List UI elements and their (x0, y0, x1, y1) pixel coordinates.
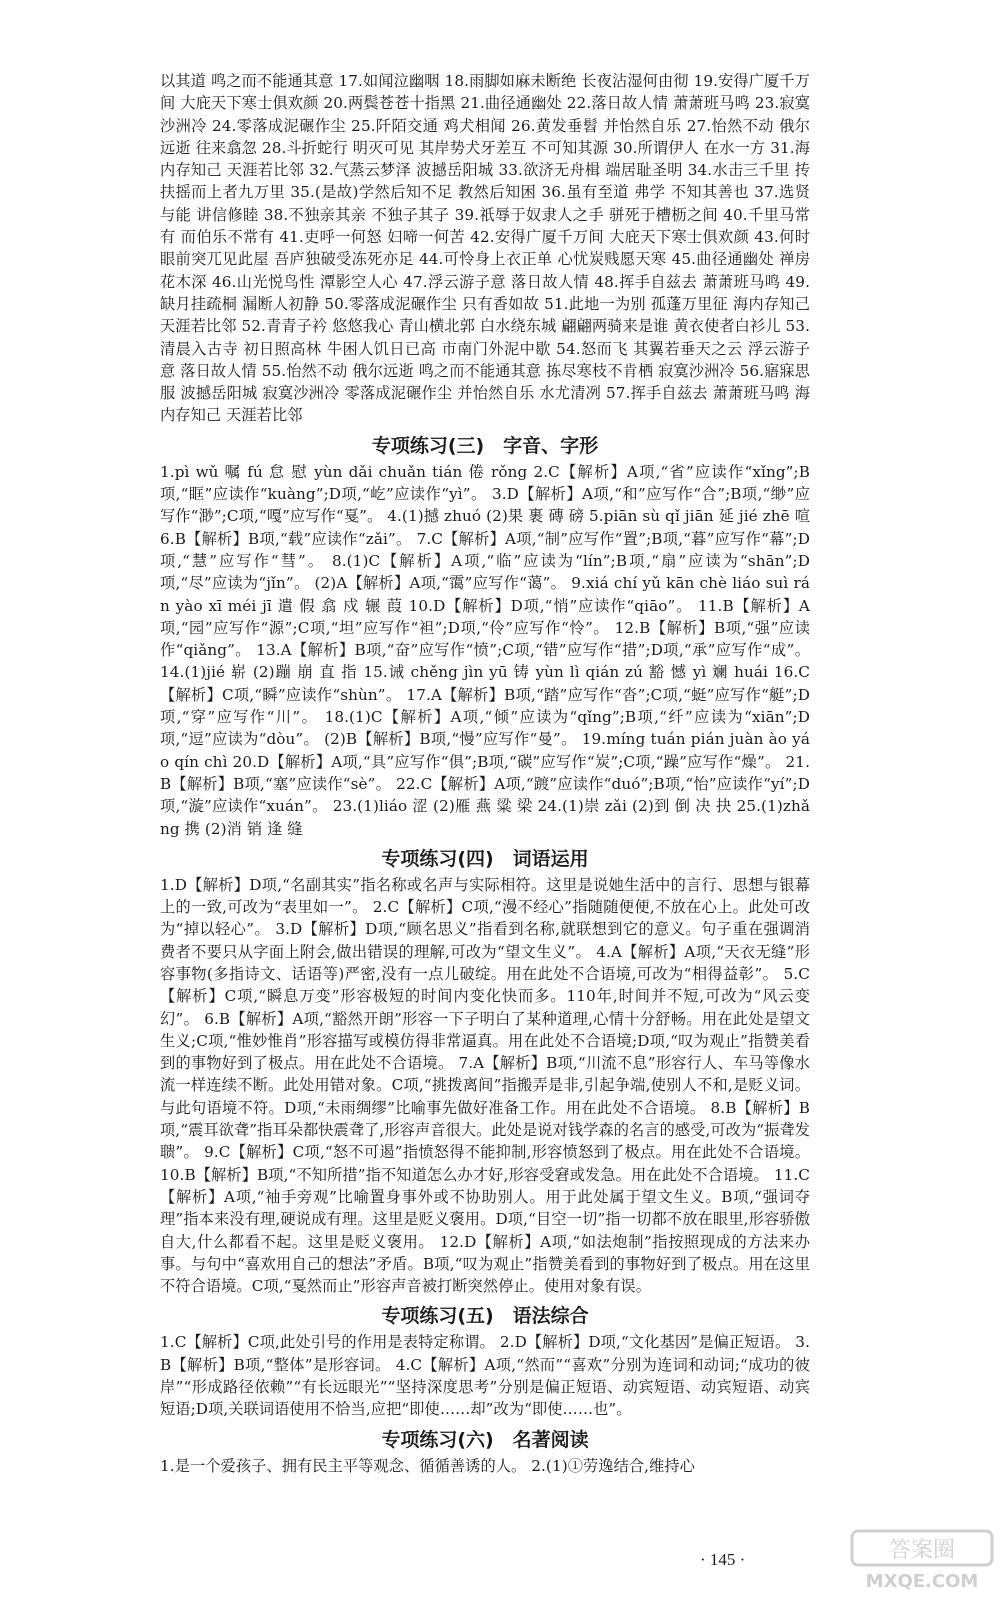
svg-text:答案圈: 答案圈 (888, 1538, 956, 1563)
watermark-logo (848, 1525, 998, 1595)
section-heading-5: 专项练习(五) 语法综合 (381, 1305, 589, 1328)
page-number: · 145 · (700, 1550, 746, 1569)
section-heading-4: 专项练习(四) 词语运用 (381, 847, 589, 870)
recitation-answers-block: 以其道 鸣之而不能通其意 17.如闻泣幽咽 18.雨脚如麻未断绝 长夜沾湿何由彻 19.安得广厦千万间 大庇天下寒士俱欢颜 20.两鬓苍苍十指黑 21.曲径通幽处 22.落日故人情 萧萧班马鸣 23.寂寞沙洲冷 24.零落成泥碾作尘 25.阡陌交通 鸡犬相闻 26.黄发垂髫 并怡然自乐 27.怡然不动 俄尔远逝 往来翕忽 28.斗折蛇行 明灭可见 其岸势犬牙差互 不可知其源 30.所谓伊人 在水一方 31.海内存知己 天涯若比邻 32.气蒸云梦泽 波撼岳阳城 33.欲济无舟楫 端居耻圣明 34.水击三千里 抟扶摇而上者九万里 35.(是故)学然后知不足 教然后知困 36.虽有至道 弗学 不知其善也 37.选贤与能 讲信修睦 38.不独亲其亲 不独子其子 39.祇辱于奴隶人之手 骈死于槽枥之间 40.千里马常有 而伯乐不常有 41.吏呼一何怒 妇啼一何苦 42.安得广厦千万间 大庇天下寒士俱欢颜 43.何时眼前突兀见此屋 吾庐独破受冻死亦足 44.可怜身上衣正单 心忧炭贱愿天寒 45.曲径通幽处 禅房花木深 46.山光悦鸟性 潭影空人心 47.浮云游子意 落日故人情 48.挥手自兹去 萧萧班马鸣 49.缺月挂疏桐 漏断人初静 50.零落成泥碾作尘 只有香如故 51.此地一为别 孤蓬万里征 海内存知己 天涯若比邻 52.青青子衿 悠悠我心 青山横北郭 白水绕东城 翩翩两骑来是谁 黄衣使者白衫儿 53.清晨入古寺 初日照高林 牛困人饥日已高 市南门外泥中歇 54.怒而飞 其翼若垂天之云 浮云游子意 落日故人情 55.怡然不动 俄尔远逝 鸣之而不能通其意 拣尽寒枝不肯栖 寂寞沙洲冷 56.寤寐思服 波撼岳阳城 寂寞沙洲冷 零落成泥碾作尘 并怡然自乐 水尤清冽 57.挥手自兹去 萧萧班马鸣 海内存知己 天涯若比邻 (160, 72, 811, 425)
pronunciation-writing-answers-block: 1.pì wǔ 嘱 fú 怠 慰 yùn dǎi chuǎn tián 倦 rǒng 2.C【解析】A项,“省”应读作“xǐng”;B项,“眶”应读作“kuàng”;D项,“屹”应读作“yì”。 3.D【解析】A项,“和”应写作“合”;B项,“缈”应写作“渺”;C项,“嘎”应写作“戛”。 4.(1)撼 zhuó (2)果 裹 磚 磅 5.piān sù qǐ jiān 延 jié zhē 喧 6.B【解析】B项,“载”应读作“zǎi”。 7.C【解析】A项,“制”应写作“置”;B项,“暮”应写作“幕”;D项,“慧”应写作“彗”。 8.(1)C【解析】A项,“临”应读为“lín”;B项,“扇”应读为“shān”;D项,“尽”应读为“jǐn”。 (2)A【解析】A项,“霭”应写作“蔼”。 9.xiá chí yǔ kān chè liáo suì rán yào xī méi jī 遣 假 翕 戍 辗 葭 10.D【解析】D项,“悄”应读作“qiāo”。 11.B【解析】A项,“园”应写作“源”;C项,“坦”应写作“袒”;D项,“伶”应写作“怜”。 12.B【解析】B项,“强”应读作“qiǎng”。 13.A【解析】B项,“奋”应写作“愤”;C项,“错”应写作“措”;D项,“承”应写作“成”。 14.(1)jié 崭 (2)蹦 崩 直 指 15.诫 chěng jìn yū 铸 yùn lì qián zú 豁 憾 yì 斓 huái 16.C【解析】C项,“瞬”应读作“shùn”。 17.A【解析】B项,“踏”应写作“沓”;C项,“蜓”应写作“艇”;D项,“穿”应写作“川”。 18.(1)C【解析】A项,“倾”应读为“qǐng”;B项,“纤”应读为“xiān”;D项,“逗”应读为“dòu”。 (2)B【解析】B项,“慢”应写作“曼”。 19.míng tuán pián juàn ào yáo qín chì 20.D【解析】A项,“具”应写作“俱”;B项,“碳”应写作“炭”;C项,“躁”应写作“燥”。 21.B【解析】B项,“塞”应读作“sè”。 22.C【解析】A项,“踱”应读作“duó”;B项,“怡”应读作“yí”;D项,“漩”应读作“xuán”。 23.(1)liáo 涩 (2)雁 燕 粱 梁 24.(1)崇 zǎi (2)到 倒 决 抉 25.(1)zhǎng 携 (2)消 销 逢 缝 (160, 462, 810, 838)
classics-reading-answers-block: 1.是一个爱孩子、拥有民主平等观念、循循善诱的人。 2.(1)①劳逸结合,维持心 (160, 1456, 695, 1475)
word-usage-answers-block: 1.D【解析】D项,“名副其实”指名称或名声与实际相符。这里是说她生活中的言行、思想与银幕上的一致,可改为“表里如一”。 2.C【解析】C项,“漫不经心”指随随便便,不放在心上。此处可改为“掉以轻心”。 3.D【解析】D项,“顾名思义”指看到名称,就联想到它的意义。句子重在强调消费者不要只从字面上附会,做出错误的理解,可改为“望文生义”。 4.A【解析】A项,“天衣无缝”形容事物(多指诗文、话语等)严密,没有一点儿破绽。用在此处不合语境,可改为“相得益彰”。 5.C【解析】C项,“瞬息万变”形容极短的时间内变化快而多。110年,时间并不短,可改为“风云变幻”。 6.B【解析】A项,“豁然开朗”形容一下子明白了某种道理,心情十分舒畅。用在此处是望文生义;C项,“惟妙惟肖”形容描写或模仿得非常逼真。用在此处不合语境;D项,“叹为观止”指赞美看到的事物好到了极点。用在此处不合语境。 7.A【解析】B项,“川流不息”形容行人、车马等像水流一样连续不断。此处用错对象。C项,“挑拨离间”指搬弄是非,引起争端,使别人不和,是贬义词。与此句语境不符。D项,“未雨绸缪”比喻事先做好准备工作。用在此处不合语境。 8.B【解析】B项,“震耳欲聋”指耳朵都快震聋了,形容声音很大。此处是说对钱学森的名言的感受,可改为“振聋发聩”。 9.C【解析】C项,“怒不可遏”指愤怒得不能抑制,形容愤怒到了极点。用在此处不合语境。 10.B【解析】B项,“不知所措”指不知道怎么办才好,形容受窘或发急。用在此处不合语境。 11.C【解析】A项,“袖手旁观”比喻置身事外或不协助别人。用于此处属于望文生义。B项,“强词夺理”指本来没有理,硬说成有理。这里是贬义褒用。D项,“目空一切”指一切都不放在眼里,形容骄傲自大,什么都看不起。这里是贬义褒用。 12.D【解析】A项,“如法炮制”指按照现成的方法来办事。与句中“喜欢用自己的想法”矛盾。B项,“叹为观止”指赞美看到的事物好到了极点。用在这里不符合语境。C项,“戛然而止”形容声音被打断突然停止。使用对象有误。 (160, 875, 810, 1296)
section-heading-3: 专项练习(三) 字音、字形 (371, 434, 599, 457)
svg-text:MXQE.COM: MXQE.COM (865, 1571, 979, 1592)
section-heading-6: 专项练习(六) 名著阅读 (381, 1428, 589, 1451)
grammar-answers-block: 1.C【解析】C项,此处引号的作用是表特定称谓。 2.D【解析】D项,“文化基因”是偏正短语。 3.B【解析】B项,“整体”是形容词。 4.C【解析】A项,“然而”“喜欢”分别为连词和动词;“成功的彼岸”“形成路径依赖”“有长远眼光”“坚持深度思考”分别是偏正短语、动宾短语、动宾短语、动宾短语;D项,关联词语使用不恰当,应把“即使……却”改为“即使……也”。 (160, 1333, 810, 1419)
answer-page-body (160, 70, 810, 1477)
